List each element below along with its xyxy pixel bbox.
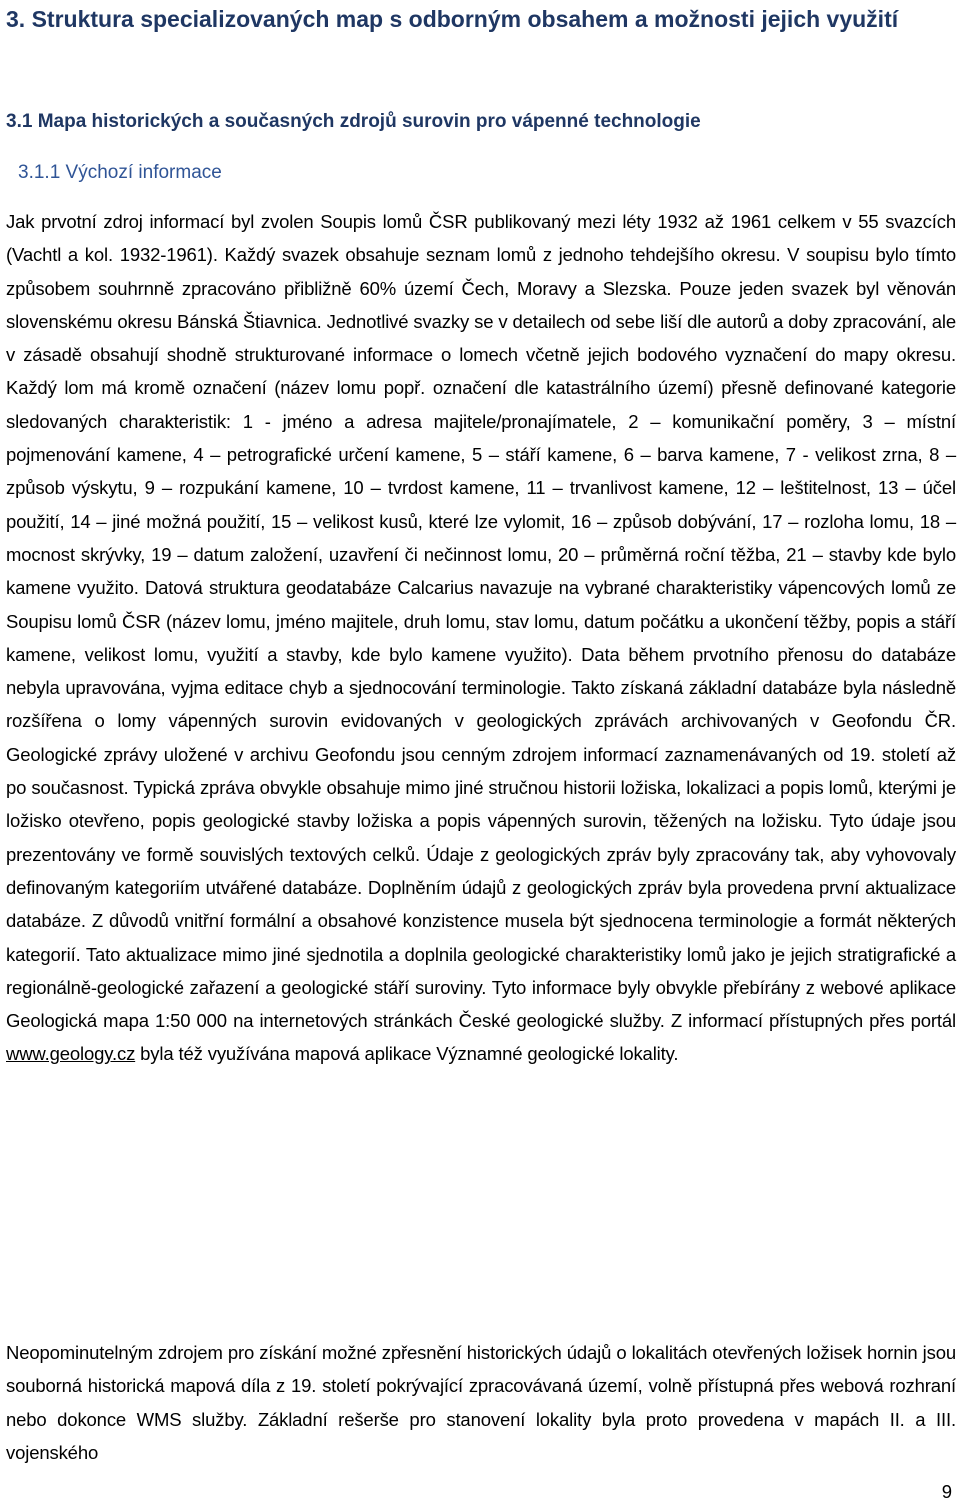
body-paragraph-2: Neopominutelným zdrojem pro získání možné zpřesnění historických údajů o lokalitách otevřených ložisek hornin jsou souborná historická mapová díla z 19. století pokrývající zpracovávaná území, volně přístupná přes webová rozhraní nebo dokonce WMS služby. Základní rešerše pro stanovení lokality byla proto provedena v mapách II. a III. vojenského — [6, 1342, 956, 1463]
paragraph-1-text-end: byla též využívána mapová aplikace Významné geologické lokality. — [140, 1043, 679, 1065]
section-heading: 3.1 Mapa historických a současných zdrojů surovin pro vápenné technologie — [6, 111, 701, 132]
body-paragraph-1 — [6, 205, 956, 1071]
paragraph-1-text: Jak prvotní zdroj informací byl zvolen Soupis lomů ČSR publikovaný mezi léty 1932 až 1961 celkem v 55 svazcích (Vachtl a kol. 1932-1961). Každý svazek obsahuje seznam lomů z jednoho tehdejšího okresu. V soupisu bylo tímto způsobem souhrnně zpracováno přibližně 60% území Čech, Moravy a Slezska. Pouze jeden svazek byl věnován slovenskému okresu Bánská Štiavnica. Jednotlivé svazky se v detailech od sebe liší dle autorů a doby zpracování, ale v zásadě obsahují shodně strukturované informace o lomech včetně jejich bodového vyznačení do mapy okresu. Každý lom má kromě označení (název lomu popř. označení dle katastrálního území) přesně definované kategorie sledovaných charakteristik: 1 - jméno a adresa majitele/pronajímatele, 2 – komunikační poměry, 3 – místní pojmenování kamene, 4 – petrografické určení kamene, 5 – stáří kamene, 6 – barva kamene, 7 - velikost zrna, 8 – způsob výskytu, 9 – rozpukání kamene, 10 – tvrdost kamene, 11 – trvanlivost kamene, 12 – leštitelnost, 13 – účel použití, 14 – jiné možná použití, 15 – velikost kusů, které lze vylomit, 16 – způsob dobývání, 17 – rozloha lomu, 18 – mocnost skrývky, 19 – datum založení, uzavření či nečinnost lomu, 20 – průměrná roční těžba, 21 – stavby kde bylo kamene využito. Datová struktura geodatabáze Calcarius navazuje na vybrané charakteristiky vápencových lomů ze Soupisu lomů ČSR (název lomu, jméno majitele, druh lomu, stav lomu, datum počátku a ukončení těžby, popis a stáří kamene, velikost lomu, využití a stavby, kde bylo kamene využito). Data během prvotního přenosu do databáze nebyla upravována, vyjma editace chyb a sjednocování terminologie. Takto získaná základní databáze byla následně rozšířena o lomy vápenných surovin evidovaných v geologických zprávách archivovaných v Geofondu ČR. Geologické zprávy uložené v archivu Geofondu jsou cenným zdrojem informací zaznamenávaných od 19. století až po současnost. Typická zpráva obvykle obsahuje mimo jiné stručnou historii ložiska, lokalizaci a popis lomů, kterými je ložisko otevřeno, popis geologické stavby ložiska a popis vápenných surovin, těžených na ložisku. Tyto údaje jsou prezentovány ve formě souvislých textových celků. Údaje z geologických zpráv byly zpracovány tak, aby vyhovovaly definovaným kategoriím utvářené databáze. Doplněním údajů z geologických zpráv byla provedena první aktualizace databáze. Z důvodů vnitřní formální a obsahové konzistence musela být sjednocena terminologie a formát některých kategorií. Tato aktualizace mimo jiné sjednotila a doplnila geologické charakteristiky lomů jako je jejich stratigrafické a regionálně-geologické zařazení a geologické stáří suroviny. Tyto informace byly obvykle přebírány z webové aplikace Geologická mapa 1:50 000 na internetových stránkách České geologické služby. Z informací přístupných přes portál — [6, 211, 956, 1032]
chapter-heading: 3. Struktura specializovaných map s odborným obsahem a možnosti jejich využití — [6, 6, 899, 32]
page-number: 9 — [941, 1481, 952, 1502]
geology-link[interactable]: www.geology.cz — [6, 1043, 136, 1065]
subsection-heading: 3.1.1 Výchozí informace — [18, 162, 222, 183]
